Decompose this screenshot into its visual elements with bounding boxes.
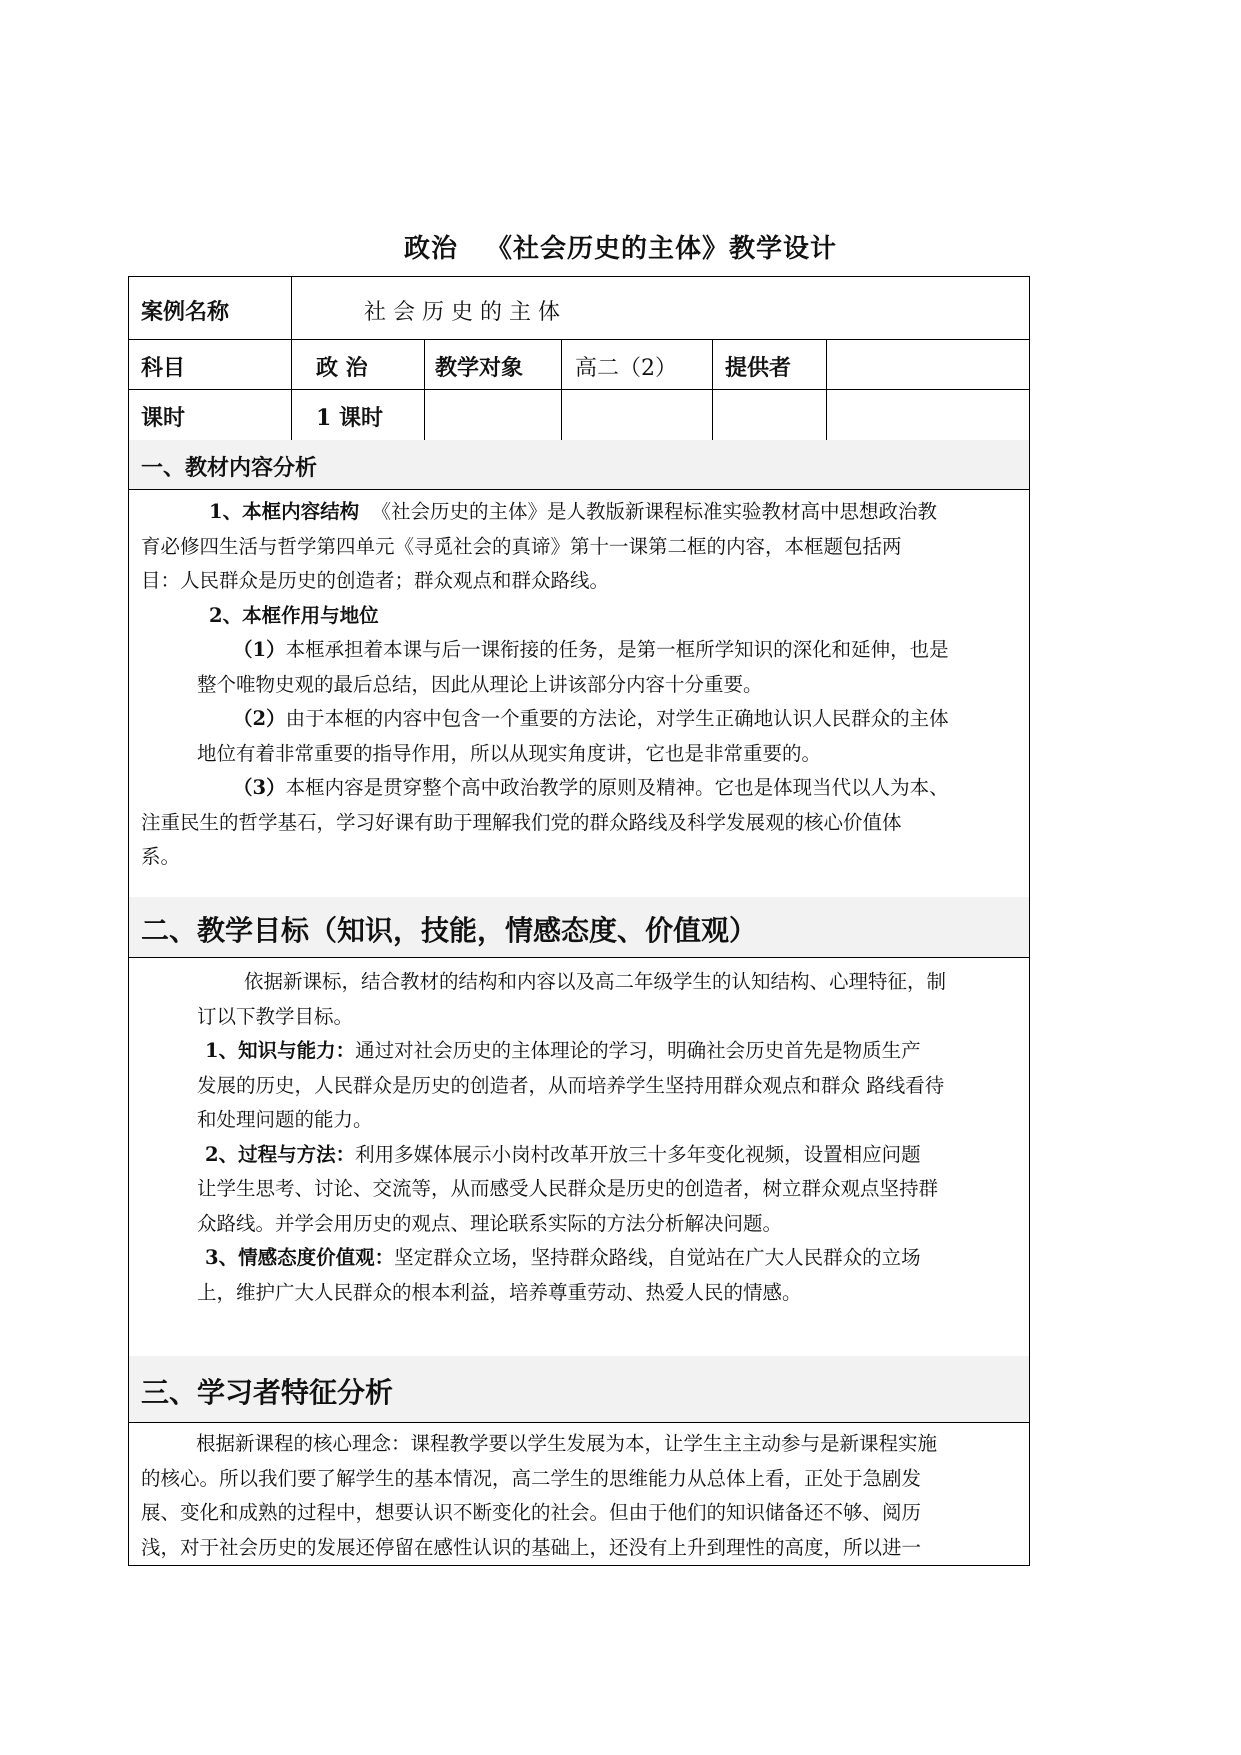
- lesson-plan-table: [128, 276, 1030, 1566]
- document-title: [0, 228, 1241, 265]
- audience-label: 教学对象: [435, 355, 524, 381]
- audience-value: 高二（2）: [575, 356, 677, 381]
- section2-body: 依据新课标，结合教材的结构和内容以及高二年级学生的认知结构、心理特征，制 订以下教学目标。 1、知识与能力：通过对社会历史的主体理论的学习，明确社会历史首先是物质生产 发展的历史，人民群众是历史的创造者，从而培养学生坚持用群众观点和群众 路线看待 和处理问题的能力。 2、过程与方法：利用多媒体展示小岗村改革开放三十多年变化视频，设置相应问题 让学生思考、讨论、交流等，从而感受人民群众是历史的创造者，树立群众观点坚持群 众路线。并学会用历史的观点、理论联系实际的方法分析解决问题。 3、情感态度价值观：坚定群众立场，坚持群众路线，自觉站在广大人民群众的立场 上，维护广大人民群众的根本利益，培养尊重劳动、热爱人民的情感。: [197, 970, 947, 1304]
- case-name-label: 案例名称: [141, 299, 230, 325]
- section3-body: 根据新课程的核心理念：课程教学要以学生发展为本，让学生主主动参与是新课程实施 的核心。所以我们要了解学生的基本情况，高二学生的思维能力从总体上看，正处于急剧发 展、变化和成熟的过程中，想要认识不断变化的社会。但由于他们的知识储备还不够、阅历 浅，对于社会历史的发展还停留在感性认识的基础上，还没有上升到理性的高度，所以进一: [141, 1432, 938, 1559]
- section3-heading: 三、学习者特征分析: [129, 1356, 1029, 1422]
- section1-body: 1、本框内容结构 《社会历史的主体》是人教版新课程标准实验教材高中思想政治教 育必修四生活与哲学第四单元《寻觅社会的真谛》第十一课第二框的内容，本框题包括两 目：人民群众是历史的创造者；群众观点和群众路线。 2、本框作用与地位 （1）本框承担着本课与后一课衔接的任务，是第一框所学知识的深化和延伸，也是 整个唯物史观的最后总结，因此从理论上讲该部分内容十分重要。 （2）由于本框的内容中包含一个重要的方法论，对学生正确地认识人民群众的主体 地位有着非常重要的指导作用，所以从现实角度讲，它也是非常重要的。 （3）本框内容是贯穿整个高中政治教学的原则及精神。它也是体现当代以人为本、 注重民生的哲学基石，学习好课有助于理解我们党的群众路线及科学发展观的核心价值体 系。: [141, 500, 949, 868]
- title-name: 《社会历史的主体》教学设计: [486, 234, 838, 264]
- subject-label: 科目: [141, 355, 186, 381]
- provider-label: 提供者: [725, 355, 792, 381]
- section1-heading: 一、教材内容分析: [129, 440, 1029, 489]
- case-name-value: 社 会 历 史 的 主 体: [364, 300, 560, 325]
- period-label: 课时: [141, 405, 186, 431]
- period-value: 1 课时: [316, 405, 383, 431]
- section2-heading: 二、教学目标（知识，技能，情感态度、价值观）: [129, 897, 1029, 957]
- title-subject: 政治: [403, 234, 458, 264]
- subject-value: 政 治: [316, 355, 368, 381]
